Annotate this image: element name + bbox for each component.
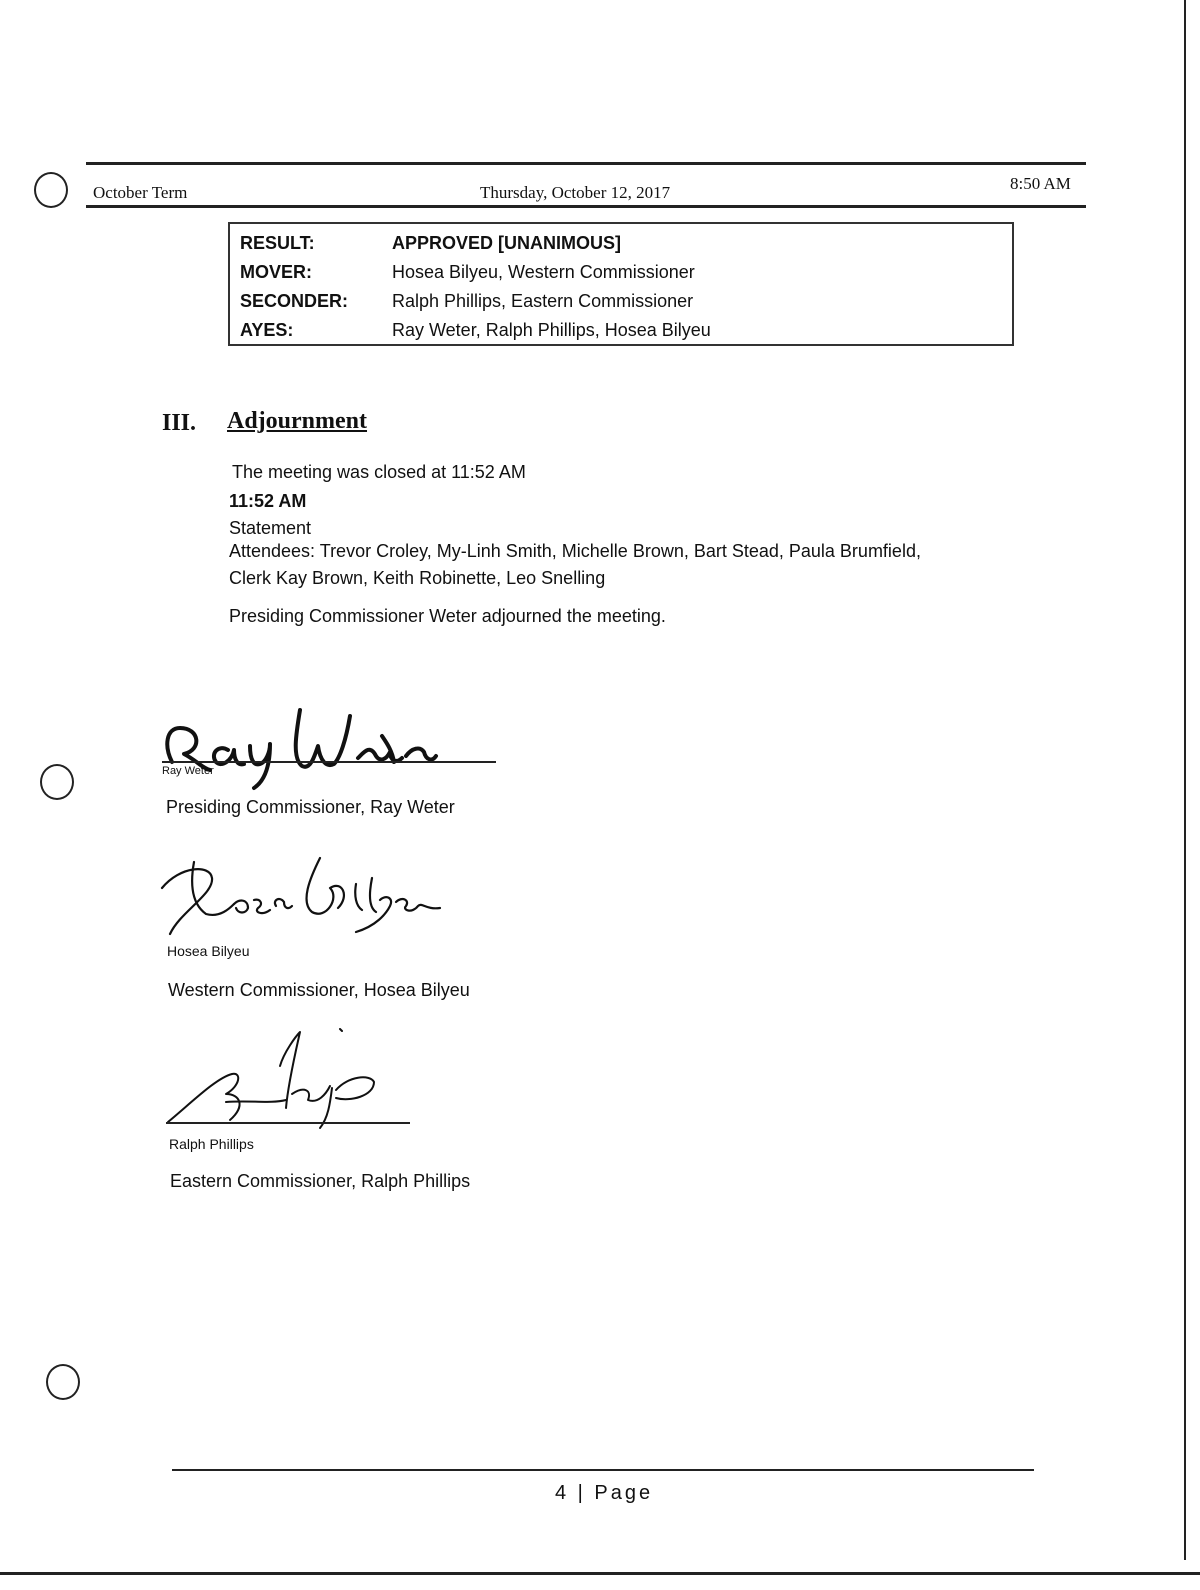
mover-label: MOVER: [240, 262, 312, 282]
meeting-closed-text: The meeting was closed at 11:52 AM [232, 462, 526, 482]
page-edge-bottom [0, 1572, 1200, 1575]
signer-title-1: Presiding Commissioner, Ray Weter [166, 797, 455, 817]
signer-title-2: Western Commissioner, Hosea Bilyeu [168, 980, 470, 1000]
signer-printed-name-1: Ray Weter [162, 765, 214, 777]
header-date: Thursday, October 12, 2017 [480, 183, 671, 202]
signer-printed-name-3: Ralph Phillips [169, 1136, 254, 1152]
mover-value: Hosea Bilyeu, Western Commissioner [392, 262, 695, 282]
signature-ralph-phillips [160, 1028, 420, 1132]
header-rule-bottom [86, 205, 1086, 208]
punch-hole-top [34, 172, 68, 208]
punch-hole-middle [40, 764, 74, 800]
attendees-line-2: Clerk Kay Brown, Keith Robinette, Leo Snelling [229, 568, 606, 588]
ayes-label: AYES: [240, 320, 294, 340]
header-term: October Term [93, 183, 188, 202]
section-title: Adjournment [227, 408, 368, 434]
ayes-value: Ray Weter, Ralph Phillips, Hosea Bilyeu [392, 320, 711, 340]
attendees-line-1: Attendees: Trevor Croley, My-Linh Smith, Michelle Brown, Bart Stead, Paula Brumfield, [229, 541, 921, 561]
section-number: III. [162, 410, 197, 436]
adjourned-statement: Presiding Commissioner Weter adjourned the meeting. [229, 606, 666, 626]
signer-title-3: Eastern Commissioner, Ralph Phillips [170, 1171, 471, 1191]
signature-hosea-bilyeu [150, 848, 450, 940]
signature-line-1 [162, 761, 496, 763]
result-label: RESULT: [240, 233, 315, 253]
signer-printed-name-2: Hosea Bilyeu [167, 943, 250, 959]
signature-line-3 [166, 1122, 410, 1124]
result-value: APPROVED [UNANIMOUS] [392, 233, 622, 253]
punch-hole-bottom [46, 1364, 80, 1400]
motion-result-box [228, 222, 1014, 346]
header-rule-top [86, 162, 1086, 165]
seconder-label: SECONDER: [240, 291, 349, 311]
footer-rule [172, 1469, 1034, 1471]
page-number: 4 | Page [555, 1482, 654, 1504]
header-time: 8:50 AM [1010, 174, 1071, 193]
statement-label: Statement [229, 518, 312, 538]
seconder-value: Ralph Phillips, Eastern Commissioner [392, 291, 694, 311]
page-edge-right [1184, 0, 1186, 1560]
closing-time: 11:52 AM [229, 491, 307, 511]
